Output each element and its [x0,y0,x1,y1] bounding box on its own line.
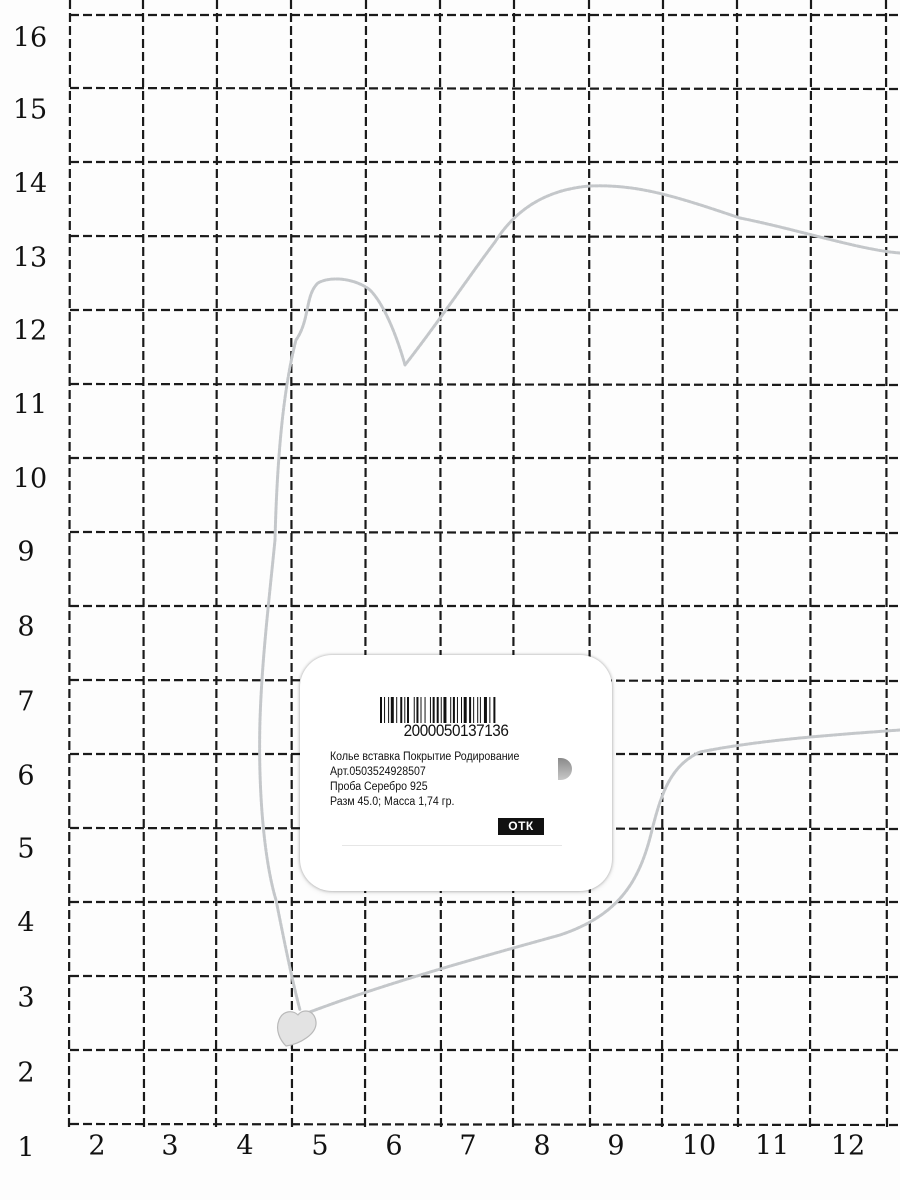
otk-stamp: ОТК [498,818,544,835]
barcode-bar [396,697,397,723]
y-tick-label: 13 [12,242,48,274]
grid-vertical-line [69,0,70,1128]
barcode-bar [477,697,478,723]
y-tick-label: 3 [17,982,35,1014]
y-tick-label: 1 [17,1132,35,1164]
x-tick-label: 7 [459,1130,477,1162]
grid-vertical-line [365,0,366,1128]
barcode-bar [480,697,481,723]
x-tick-label: 8 [533,1130,551,1162]
grid-vertical-line [589,0,590,1128]
y-tick-label: 12 [12,315,48,347]
barcode-bar [425,697,426,723]
barcode-bar [414,697,415,723]
y-tick-label: 11 [12,389,48,421]
metal-purity: Проба Серебро 925 [330,781,428,793]
barcode-bar [388,697,389,723]
grid-vertical-line [513,0,514,1128]
barcode-bar [457,697,458,723]
barcode-bar [461,697,462,723]
grid-vertical-line [216,0,217,1128]
y-tick-label: 16 [12,22,48,54]
y-tick-label: 9 [17,536,35,568]
x-tick-label: 11 [754,1130,790,1162]
barcode-bar [384,697,385,723]
grid-vertical-line [291,0,292,1128]
x-tick-label: 4 [236,1130,254,1162]
price-tag [300,655,612,891]
x-tick-label: 2 [88,1130,106,1162]
grid-horizontal-line [70,532,900,533]
y-tick-label: 5 [17,833,35,865]
barcode-bar [450,697,451,723]
grid-vertical-line [143,0,144,1128]
grid-vertical-line [886,0,887,1128]
y-tick-label: 8 [17,611,35,643]
barcode-bar [421,697,422,723]
barcode-bar [473,697,474,723]
barcode-bar [404,697,405,723]
barcode-bar [430,697,431,723]
grid-vertical-line [737,0,738,1128]
article-number: Арт.0503524928507 [330,766,426,778]
y-tick-label: 2 [17,1057,35,1089]
size-weight: Разм 45.0; Масса 1,74 гр. [330,796,455,808]
grid-horizontal-line [70,976,900,977]
x-tick-label: 9 [607,1130,625,1162]
barcode-bar [437,697,439,723]
barcode-bar [391,697,394,723]
barcode-bar [453,697,455,723]
y-tick-label: 14 [12,168,48,200]
y-tick-label: 15 [12,94,48,126]
barcode-bar [400,697,402,723]
x-tick-label: 3 [161,1130,179,1162]
y-tick-label: 6 [17,760,35,792]
grid-horizontal-line [70,88,900,89]
grid-vertical-line [810,0,811,1128]
y-tick-label: 7 [17,686,35,718]
barcode [380,697,532,723]
x-tick-label: 5 [311,1130,329,1162]
barcode-bar [407,697,409,723]
grid-vertical-line [440,0,441,1128]
grid-vertical-line [662,0,663,1128]
grid-horizontal-line [70,236,900,237]
grid-horizontal-line [70,1124,900,1125]
x-tick-label: 12 [830,1130,866,1162]
barcode-bar [380,697,382,723]
barcode-bar [469,697,471,723]
grid-horizontal-line [70,384,900,385]
grid-lines [69,0,900,1128]
barcode-number: 2000050137136 [403,721,509,740]
necklace [260,186,900,1046]
tag-divider [342,845,562,846]
tag-hole [558,758,572,780]
heart-pendant [278,1011,316,1046]
barcode-bar [416,697,418,723]
x-tick-label: 10 [681,1130,717,1162]
barcode-bar [484,697,487,723]
barcode-bar [464,697,467,723]
product-name: Колье вставка Покрытие Родирование [330,751,520,763]
barcode-bar [443,697,446,723]
y-tick-label: 10 [12,463,48,495]
x-tick-label: 6 [385,1130,403,1162]
barcode-bar [433,697,435,723]
barcode-bar [493,697,495,723]
barcode-bar [441,697,442,723]
y-tick-label: 4 [17,907,35,939]
barcode-bar [489,697,490,723]
